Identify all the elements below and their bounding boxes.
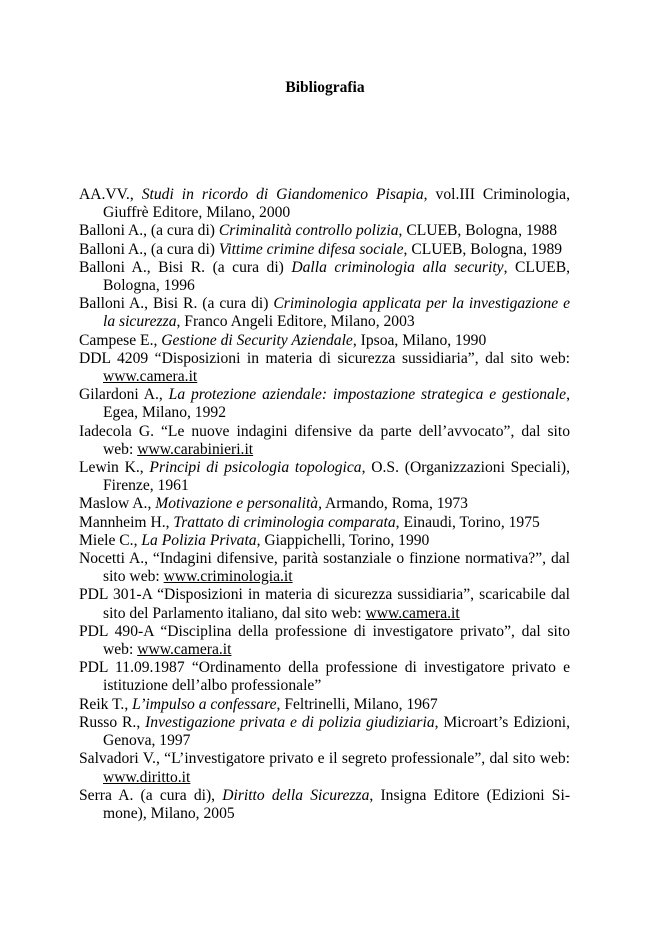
- entry-text: Balloni A., (a cura di): [79, 222, 219, 240]
- entry-text: Mannheim H.,: [79, 513, 174, 531]
- entry-title: Motivazione e personalità,: [155, 495, 322, 513]
- entry-text: DDL 4209 “Disposizioni in materia di sicurezza sussidiaria”, dal sito web:: [79, 349, 570, 367]
- entry-text: , CLUEB, Bologna, 1989: [403, 240, 563, 258]
- entry-text: Miele C.,: [79, 531, 142, 549]
- entry-text: , Insigna Editore (Edizioni Simone), Milano, 2005: [103, 786, 571, 822]
- entry-title: Trattato di criminologia comparata: [173, 513, 396, 531]
- bibliography-entry: [79, 750, 570, 786]
- bibliography-list: [79, 186, 570, 823]
- entry-text: Balloni A., (a cura di): [79, 240, 219, 258]
- page-title: Bibliografia: [285, 79, 365, 96]
- bibliography-entry: [79, 259, 570, 295]
- bibliography-entry: [79, 696, 570, 714]
- entry-link[interactable]: www.carabinieri.it: [137, 440, 254, 458]
- entry-title: Vittime crimine difesa sociale: [218, 240, 404, 258]
- entry-link[interactable]: www.camera.it: [137, 641, 232, 659]
- entry-link[interactable]: www.criminologia.it: [163, 568, 293, 586]
- entry-text: Balloni A., Bisi R. (a cura di): [79, 258, 292, 276]
- bibliography-entry: [79, 295, 570, 331]
- bibliography-entry: [79, 241, 570, 259]
- entry-title: L’impulso a confessare: [132, 695, 277, 713]
- entry-text: Balloni A., Bisi R. (a cura di): [79, 295, 274, 313]
- entry-link[interactable]: www.diritto.it: [103, 768, 191, 786]
- entry-text: Nocetti A., “Indagini difensive, parità sostanziale o finzione normativa?”, dal sito web:: [79, 550, 570, 586]
- bibliography-entry: [79, 586, 570, 622]
- entry-text: , CLUEB, Bologna, 1996: [103, 258, 571, 295]
- entry-title: Studi in ricordo di Giandomenico Pisapia: [141, 186, 424, 203]
- entry-text: , CLUEB, Bologna, 1988: [398, 222, 558, 240]
- entry-text: Campese E.,: [79, 331, 162, 349]
- entry-title: Dalla criminologia alla security: [291, 258, 504, 276]
- bibliography-entry: [79, 550, 570, 586]
- entry-title: Criminalità controllo polizia: [218, 222, 399, 240]
- bibliography-entry: [79, 459, 570, 495]
- entry-text: Armando, Roma, 1973: [322, 495, 468, 513]
- entry-text: , Franco Angeli Editore, Milano, 2003: [176, 313, 415, 331]
- entry-text: Serra A. (a cura di),: [79, 786, 223, 804]
- entry-text: , Einaudi, Torino, 1975: [395, 513, 540, 531]
- bibliography-entry: [79, 623, 570, 659]
- bibliography-entry: [79, 350, 570, 386]
- entry-text: AA.VV.,: [79, 186, 142, 203]
- entry-text: Reik T.,: [79, 695, 133, 713]
- entry-title: La protezione aziendale: impostazione strategica e gestionale: [168, 386, 567, 404]
- entry-title: Diritto della Sicurezza: [222, 786, 370, 804]
- entry-text: , O.S. (Organizzazioni Speciali), Firenze, 1961: [103, 459, 570, 495]
- entry-text: , Feltrinelli, Milano, 1967: [276, 695, 438, 713]
- entry-link[interactable]: www.camera.it: [365, 604, 460, 622]
- entry-text: PDL 490-A “Disciplina della professione di investigatore privato”, dal sito web:: [79, 622, 570, 659]
- entry-text: , Ipsoa, Milano, 1990: [352, 331, 487, 349]
- entry-text: Iadecola G. “Le nuove indagini difensive da parte dell’avvocato”, dal sito web:: [79, 422, 570, 458]
- entry-title: Criminologia applicata per la investigazione e la sicurezza: [103, 295, 570, 331]
- bibliography-entry: [79, 186, 570, 222]
- entry-link[interactable]: www.camera.it: [103, 368, 198, 386]
- entry-text: , vol.III Criminologia, Giuffrè Editore, Milano, 2000: [103, 186, 570, 222]
- entry-title: Investigazione privata e di polizia giudiziaria: [145, 713, 435, 731]
- entry-text: Lewin K.,: [79, 459, 150, 477]
- entry-text: Russo R.,: [79, 713, 146, 731]
- entry-text: Gilardoni A.,: [79, 386, 169, 404]
- bibliography-entry: [79, 659, 570, 695]
- entry-text: PDL 301-A “Disposizioni in materia di sicurezza sussidiaria”, scaricabile dal sito del Parlamento italiano, dal sito web:: [79, 586, 570, 622]
- bibliography-entry: [79, 714, 570, 750]
- entry-text: Salvadori V., “L’investigatore privato e il segreto professionale”, dal sito web:: [79, 750, 570, 768]
- bibliography-entry: [79, 514, 570, 532]
- entry-text: , Microart’s Edizioni, Genova, 1997: [103, 713, 570, 750]
- entry-text: , Giappichelli, Torino, 1990: [256, 531, 430, 549]
- entry-title: La Polizia Privata: [141, 531, 257, 549]
- bibliography-entry: [79, 495, 570, 513]
- bibliography-entry: [79, 532, 570, 550]
- entry-title: Gestione di Security Aziendale: [161, 331, 353, 349]
- bibliography-entry: [79, 423, 570, 459]
- entry-text: PDL 11.09.1987 “Ordinamento della professione di investigatore privato e istituzione dell’albo professionale”: [79, 659, 570, 695]
- entry-text: , Egea, Milano, 1992: [103, 386, 570, 422]
- entry-title: Principi di psicologia topologica: [149, 459, 362, 477]
- entry-text: Maslow A.,: [79, 495, 156, 513]
- bibliography-entry: [79, 222, 570, 240]
- bibliography-entry: [79, 332, 570, 350]
- bibliography-entry: [79, 787, 570, 823]
- bibliography-entry: [79, 386, 570, 422]
